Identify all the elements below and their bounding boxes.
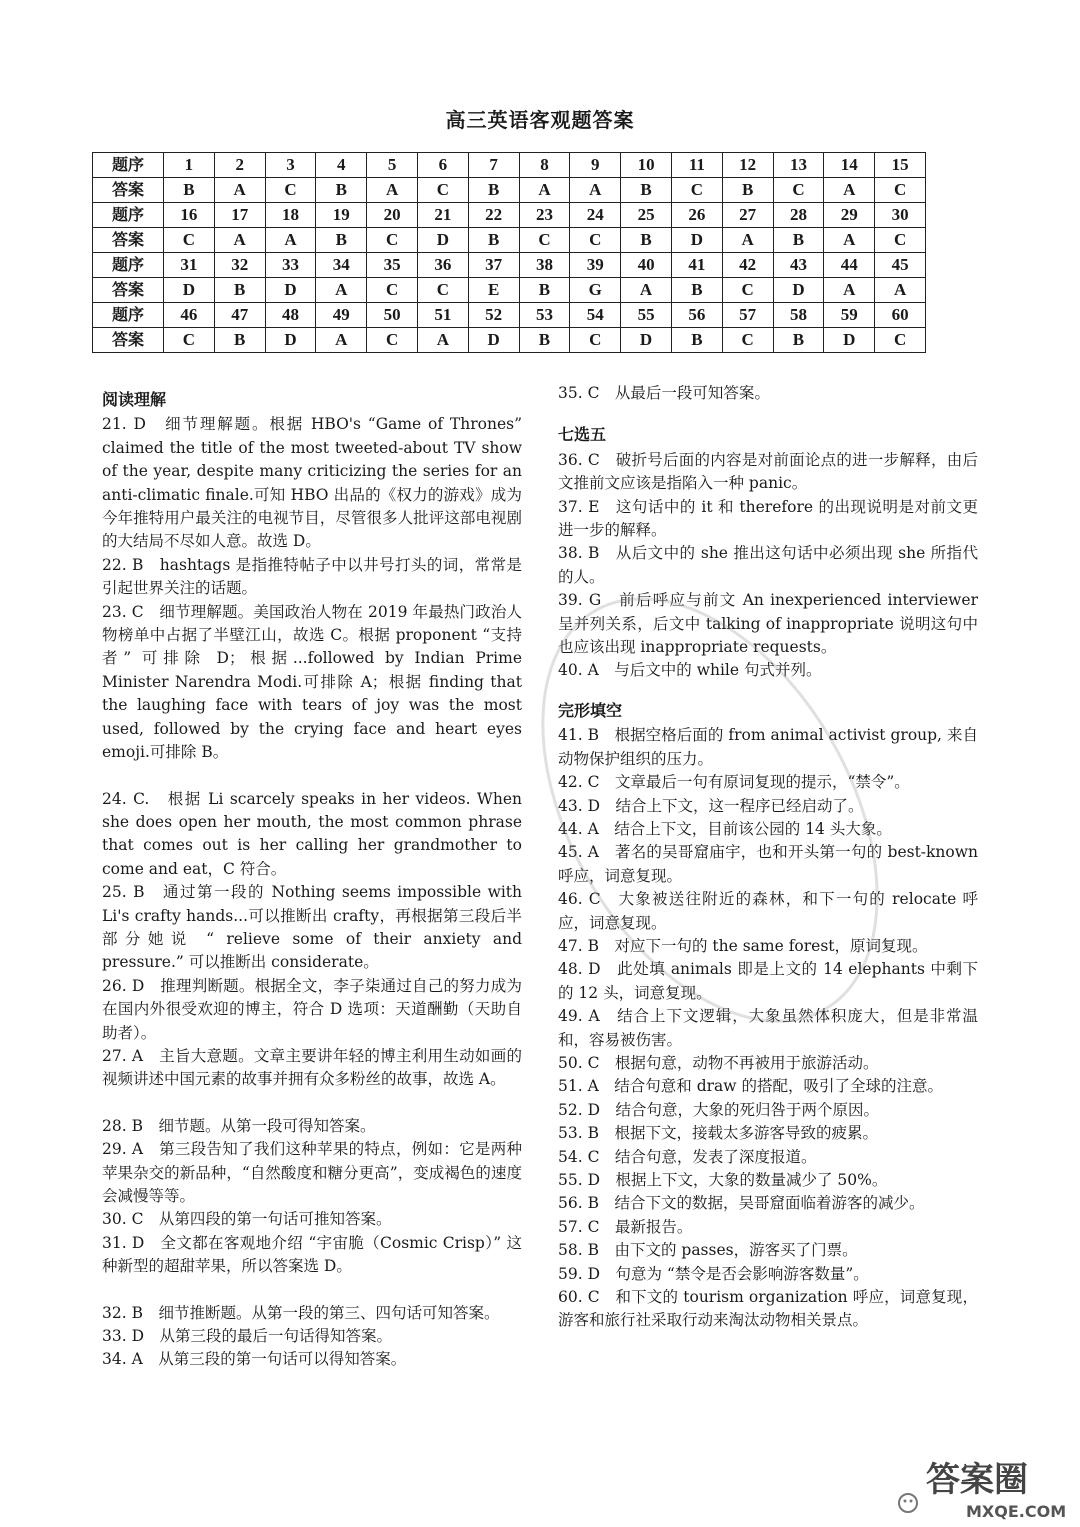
answer-58: 58. B 由下文的 passes，游客买了门票。 [558,1241,858,1260]
answer-cell: C [519,228,570,253]
question-number-cell: 34 [316,253,367,278]
answer-47: 47. B 对应下一句的 the same forest，原词复现。 [558,936,928,955]
question-number-cell: 1 [164,153,215,178]
question-number-cell: 33 [265,253,316,278]
answer-21: 21. D 细节理解题。根据 HBO's “Game of Thrones” claimed the title of the most tweeted-about TV show of the year, despite many criticizing the series for an anti-climatic finale.可知 HBO 出品的《权力的游戏》成为今年推特用户最关注的电视节目，尽管很多人批评这部电视剧的大结局不尽如人意。故选 D。 [102,415,522,551]
question-number-cell: 12 [722,153,773,178]
question-number-cell: 24 [570,203,621,228]
question-number-cell: 52 [468,303,519,328]
question-number-cell: 58 [773,303,824,328]
watermark-logo-text: 答案圈 [926,1460,1028,1500]
answer-53: 53. B 根据下文，接载太多游客导致的疲累。 [558,1124,878,1143]
answer-cell: C [570,328,621,353]
answer-43: 43. D 结合上下文，这一程序已经启动了。 [558,796,864,815]
answer-cell: D [621,328,672,353]
answer-41: 41. B 根据空格后面的 from animal activist group, 来自动物保护组织的压力。 [558,726,978,768]
answer-56: 56. B 结合下文的数据，吴哥窟面临着游客的减少。 [558,1194,925,1213]
row-label-answer: 答案 [93,228,164,253]
answer-cell: C [417,278,468,303]
answer-cell: B [671,328,722,353]
question-number-cell: 20 [367,203,418,228]
row-label-question: 题序 [93,303,164,328]
question-number-cell: 26 [671,203,722,228]
question-number-cell: 56 [671,303,722,328]
answer-36: 36. C 破折号后面的内容是对前面论点的进一步解释，由后文推前文应该是指陷入一种 panic。 [558,450,978,493]
question-number-cell: 42 [722,253,773,278]
answer-cell: C [265,178,316,203]
answer-row [93,178,926,203]
question-number-cell: 43 [773,253,824,278]
answer-cell: A [824,228,875,253]
answer-cell: C [570,228,621,253]
section-reading: 阅读理解 [102,390,167,409]
answer-cell: B [671,278,722,303]
answer-cell: D [824,328,875,353]
question-number-cell: 2 [214,153,265,178]
question-number-cell: 51 [417,303,468,328]
answer-59: 59. D 句意为 “禁令是否会影响游客数量”。 [558,1264,869,1283]
answer-cell: A [570,178,621,203]
answer-cell: B [316,178,367,203]
question-number-cell: 14 [824,153,875,178]
row-label-question: 题序 [93,253,164,278]
answer-38: 38. B 从后文中的 she 推出这句话中必须出现 she 所指代的人。 [558,544,978,586]
answer-cell: B [316,228,367,253]
answer-39: 39. G 前后呼应与前文 An inexperienced interviewer 呈并列关系，后文中 talking of inappropriate 说明这句中也应该出现 inappropriate requests。 [558,591,978,657]
question-number-cell: 25 [621,203,672,228]
answer-cell: A [875,278,926,303]
answer-37: 37. E 这句话中的 it 和 therefore 的出现说明是对前文更进一步的解释。 [558,497,978,540]
question-number-cell: 53 [519,303,570,328]
row-label-question: 题序 [93,203,164,228]
answer-46: 46. C 大象被送往附近的森林，和下一句的 relocate 呼应，词意复现。 [558,890,978,932]
answer-cell: B [621,228,672,253]
answer-26: 26. D 推理判断题。根据全文，李子柒通过自己的努力成为在国内外很受欢迎的博主，符合 D 选项：天道酬勤（天助自助者）。 [102,976,522,1042]
question-number-cell: 28 [773,203,824,228]
question-number-cell: 6 [417,153,468,178]
answer-49: 49. A 结合上下文逻辑，大象虽然体积庞大，但是非常温和，容易被伤害。 [558,1007,978,1049]
question-number-cell: 35 [367,253,418,278]
question-number-cell: 23 [519,203,570,228]
answer-52: 52. D 结合句意，大象的死归咎于两个原因。 [558,1100,880,1119]
answer-22: 22. B hashtags 是指推特帖子中以井号打头的词，常常是引起世界关注的话题。 [102,555,522,598]
answer-cell: B [214,328,265,353]
answer-cell: C [367,228,418,253]
left-column [102,382,522,1372]
answer-55: 55. D 根据上下文，大象的数量减少了 50%。 [558,1171,888,1189]
question-number-cell: 48 [265,303,316,328]
question-number-cell: 54 [570,303,621,328]
answer-60: 60. C 和下文的 tourism organization 呼应，词意复现，游客和旅行社采取行动来淘汰动物相关景点。 [558,1288,978,1330]
question-number-cell: 38 [519,253,570,278]
row-label-answer: 答案 [93,178,164,203]
question-number-cell: 31 [164,253,215,278]
answer-cell: C [875,228,926,253]
question-number-cell: 50 [367,303,418,328]
answer-cell: A [621,278,672,303]
question-number-cell: 30 [875,203,926,228]
answer-cell: A [265,228,316,253]
question-number-cell: 41 [671,253,722,278]
answer-cell: E [468,278,519,303]
question-number-cell: 39 [570,253,621,278]
answer-cell: C [367,328,418,353]
answer-cell: B [773,228,824,253]
answer-cell: A [214,178,265,203]
answer-cell: D [773,278,824,303]
answer-cell: D [468,328,519,353]
row-label-answer: 答案 [93,328,164,353]
question-number-cell: 27 [722,203,773,228]
watermark-logo [896,1451,1067,1521]
answer-cell: C [722,278,773,303]
answer-30: 30. C 从第四段的第一句话可推知答案。 [102,1210,392,1229]
question-number-cell: 21 [417,203,468,228]
question-number-cell: 10 [621,153,672,178]
answer-cell: B [164,178,215,203]
answer-57: 57. C 最新报告。 [558,1217,693,1236]
section-cloze: 完形填空 [558,700,623,720]
answer-cell: A [519,178,570,203]
answer-cell: D [265,328,316,353]
answer-24: 24. C. 根据 Li scarcely speaks in her videos. When she does open her mouth, the most common phrase that comes out is her calling her grandmother to come and eat，C 符合。 [102,789,522,878]
question-number-cell: 18 [265,203,316,228]
answer-cell: D [417,228,468,253]
answer-cell: B [773,328,824,353]
question-number-cell: 49 [316,303,367,328]
question-number-cell: 15 [875,153,926,178]
question-number-cell: 9 [570,153,621,178]
question-number-cell: 32 [214,253,265,278]
answer-row [93,328,926,353]
answer-cell: B [214,278,265,303]
question-number-cell: 37 [468,253,519,278]
answer-44: 44. A 结合上下文，目前该公园的 14 头大象。 [558,819,892,838]
question-number-cell: 7 [468,153,519,178]
question-number-row [93,303,926,328]
question-number-cell: 59 [824,303,875,328]
answer-cell: B [722,178,773,203]
answer-35: 35. C 从最后一段可知答案。 [558,384,770,402]
question-number-row [93,153,926,178]
question-number-row [93,253,926,278]
answer-28: 28. B 细节题。从第一段可得知答案。 [102,1116,376,1135]
answer-45: 45. A 著名的吴哥窟庙宇，也和开头第一句的 best-known 呼应，词意复现。 [558,843,978,885]
answer-cell: C [671,178,722,203]
answer-cell: D [164,278,215,303]
answer-cell: A [722,228,773,253]
answer-42: 42. C 文章最后一句有原词复现的提示，“禁令”。 [558,773,910,792]
question-number-row [93,203,926,228]
answer-cell: B [519,328,570,353]
answer-table [92,152,926,353]
answer-row [93,228,926,253]
answer-row [93,278,926,303]
answer-cell: C [722,328,773,353]
answer-cell: C [164,228,215,253]
question-number-cell: 22 [468,203,519,228]
answer-cell: A [316,328,367,353]
answer-51: 51. A 结合句意和 draw 的搭配，吸引了全球的注意。 [558,1077,943,1096]
answer-cell: G [570,278,621,303]
answer-27: 27. A 主旨大意题。文章主要讲年轻的博主利用生动如画的视频讲述中国元素的故事并拥有众多粉丝的故事，故选 A。 [102,1046,522,1089]
row-label-answer: 答案 [93,278,164,303]
question-number-cell: 60 [875,303,926,328]
question-number-cell: 44 [824,253,875,278]
watermark-stamp [560,560,860,1060]
question-number-cell: 16 [164,203,215,228]
answer-cell: B [519,278,570,303]
answer-25: 25. B 通过第一段的 Nothing seems impossible with Li's crafty hands...可以推断出 crafty，再根据第三段后半部分她说 “ relieve some of their anxiety and pressure.” 可以推断出 considerate。 [102,883,522,972]
watermark-url-text: MXQE.COM [966,1502,1067,1521]
question-number-cell: 57 [722,303,773,328]
section-seven-choose-five: 七选五 [558,425,607,445]
answer-cell: B [621,178,672,203]
question-number-cell: 19 [316,203,367,228]
question-number-cell: 45 [875,253,926,278]
answer-34: 34. A 从第三段的第一句话可以得知答案。 [102,1350,407,1369]
question-number-cell: 40 [621,253,672,278]
answer-cell: B [468,228,519,253]
answer-cell: C [164,328,215,353]
answer-cell: C [875,328,926,353]
row-label-question: 题序 [93,153,164,178]
answer-cell: A [824,278,875,303]
question-number-cell: 3 [265,153,316,178]
question-number-cell: 4 [316,153,367,178]
question-number-cell: 11 [671,153,722,178]
answer-33: 33. D 从第三段的最后一句话得知答案。 [102,1327,393,1346]
answer-cell: A [824,178,875,203]
question-number-cell: 55 [621,303,672,328]
question-number-cell: 8 [519,153,570,178]
question-number-cell: 5 [367,153,418,178]
answer-cell: C [773,178,824,203]
answer-50: 50. C 根据句意，动物不再被用于旅游活动。 [558,1053,879,1072]
answer-cell: C [417,178,468,203]
answer-31: 31. D 全文都在客观地介绍 “宇宙脆（Cosmic Crisp）” 这种新型的超甜苹果，所以答案选 D。 [102,1233,522,1276]
answer-23: 23. C 细节理解题。美国政治人物在 2019 年最热门政治人物榜单中占据了半壁江山，故选 C。根据 proponent “支持者” 可排除 D；根据...followed by Indian Prime Minister Narendra Modi.可排除 A；根据 finding that the laughing face with tears of joy was the most used, followed by the crying face and heart eyes emoji.可排除 B。 [102,602,522,762]
answer-cell: A [367,178,418,203]
answer-cell: C [367,278,418,303]
page-title: 高三英语客观题答案 [445,108,635,132]
answer-cell: A [214,228,265,253]
question-number-cell: 46 [164,303,215,328]
answer-29: 29. A 第三段告知了我们这种苹果的特点，例如：它是两种苹果杂交的新品种，“自然酸度和糖分更高”，变成褐色的速度会减慢等等。 [102,1140,522,1205]
answer-40: 40. A 与后文中的 while 句式并列。 [558,661,822,680]
answer-cell: D [671,228,722,253]
answer-cell: D [265,278,316,303]
answer-cell: A [316,278,367,303]
question-number-cell: 17 [214,203,265,228]
question-number-cell: 13 [773,153,824,178]
question-number-cell: 36 [417,253,468,278]
answer-cell: B [468,178,519,203]
question-number-cell: 29 [824,203,875,228]
question-number-cell: 47 [214,303,265,328]
answer-54: 54. C 结合句意，发表了深度报道。 [558,1147,817,1166]
answer-32: 32. B 细节推断题。从第一段的第三、四句话可知答案。 [102,1303,500,1322]
answer-cell: C [875,178,926,203]
answer-cell: A [417,328,468,353]
answer-48: 48. D 此处填 animals 即是上文的 14 elephants 中剩下的 12 头，词意复现。 [558,960,978,1002]
